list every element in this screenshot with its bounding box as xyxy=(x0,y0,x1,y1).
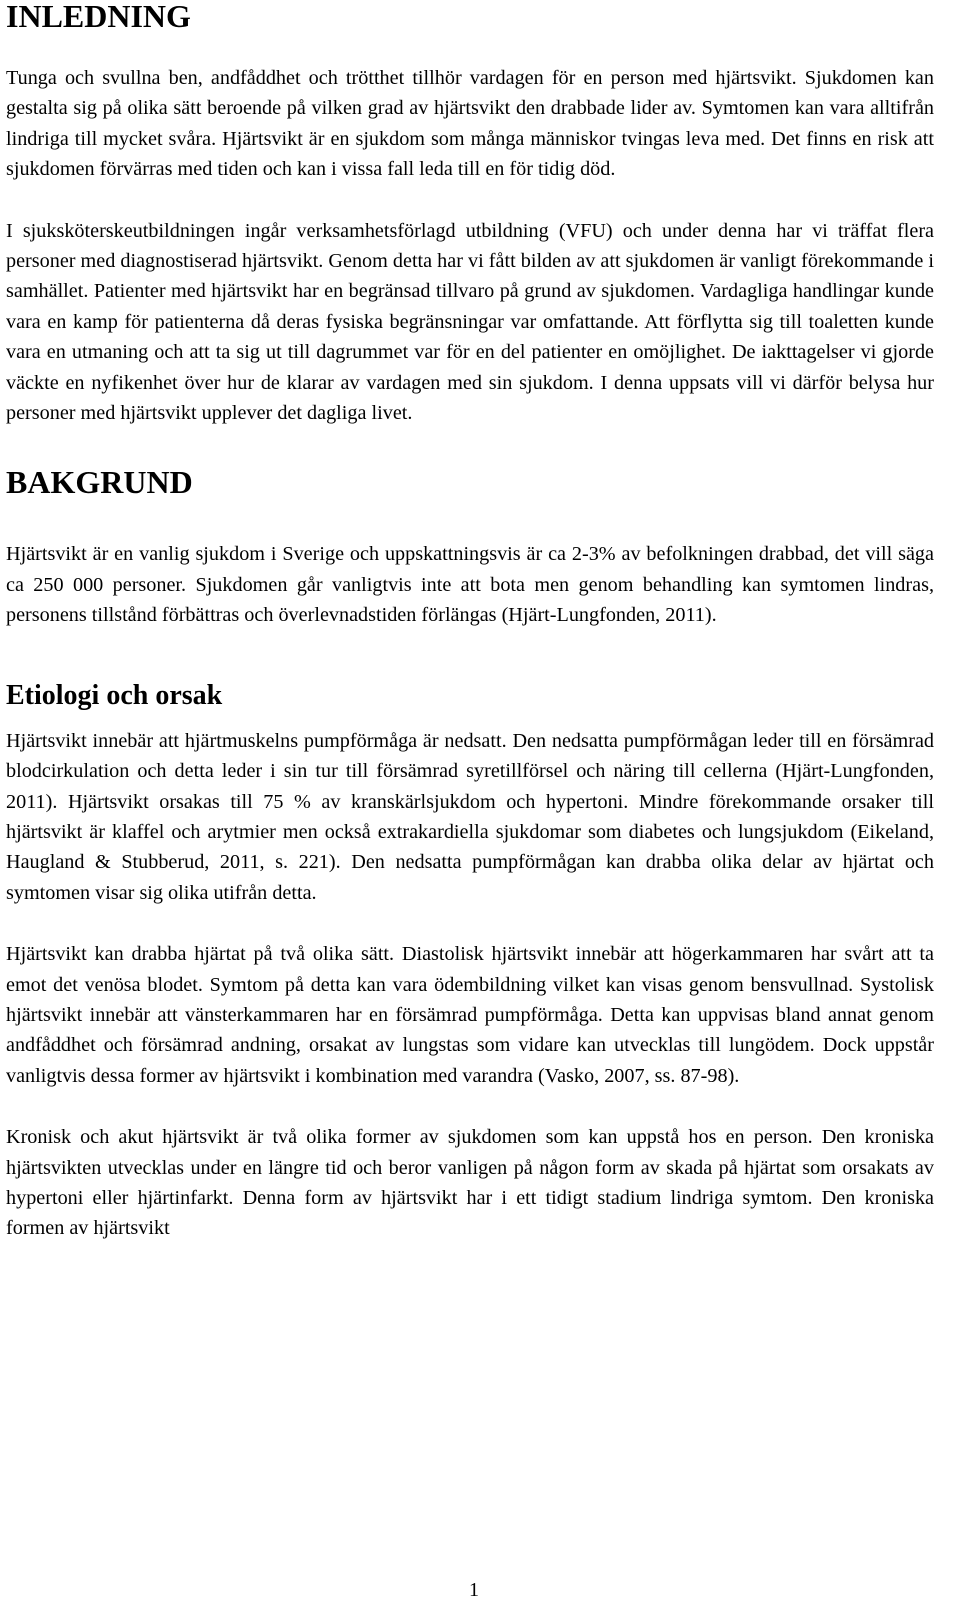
paragraph-inledning-2: I sjuksköterskeutbildningen ingår verksamhetsförlagd utbildning (VFU) och under denna har vi träffat flera personer med diagnostiserad hjärtsvikt. Genom detta har vi fått bilden av att sjukdomen är vanligt förekommande i samhället. Patienter med hjärtsvikt har en begränsad tillvaro på grund av sjukdomen. Vardagliga handlingar kunde vara en kamp för patienterna då deras fysiska begränsningar var omfattande. Att förflytta sig till toaletten kunde vara en utmaning och att ta sig ut till dagrummet var för en del patienter en omöjlighet. De iakttagelser vi gjorde väckte en nyfikenhet över hur de klarar av vardagen med sin sjukdom. I denna uppsats vill vi därför belysa hur personer med hjärtsvikt upplever det dagliga livet. xyxy=(6,219,934,425)
subsection-heading-etiologi: Etiologi och orsak xyxy=(6,679,223,711)
document-page xyxy=(6,0,934,1244)
section-heading-inledning: INLEDNING xyxy=(6,0,191,34)
paragraph-etiologi-2: Hjärtsvikt kan drabba hjärtat på två olika sätt. Diastolisk hjärtsvikt innebär att högerkammaren har svårt att ta emot det venösa blodet. Symtom på detta kan vara ödembildning vilket kan visas genom bensvullnad. Systolisk hjärtsvikt innebär att vänsterkammaren har en försämrad pumpförmåga. Detta kan uppvisas bland annat genom andfåddhet och försämrad andning, orsakat av lungstas som vidare kan utvecklas till lungödem. Dock uppstår vanligtvis dessa former av hjärtsvikt i kombination med varandra (Vasko, 2007, ss. 87-98). xyxy=(6,943,934,1087)
section-heading-bakgrund: BAKGRUND xyxy=(6,464,193,501)
paragraph-etiologi-1: Hjärtsvikt innebär att hjärtmuskelns pumpförmåga är nedsatt. Den nedsatta pumpförmågan leder till en försämrad blodcirkulation och detta leder i sin tur till försämrad syretillförsel och näring till cellerna (Hjärt-Lungfonden, 2011). Hjärtsvikt orsakas till 75 % av kranskärlsjukdom och hypertoni. Mindre förekommande orsaker till hjärtsvikt är klaffel och arytmier men också extrakardiella sjukdomar som diabetes och lungsjukdom (Eikeland, Haugland & Stubberud, 2011, s. 221). Den nedsatta pumpförmågan kan drabba olika delar av hjärtat och symtomen visar sig olika utifrån detta. xyxy=(6,729,934,904)
paragraph-inledning-1: Tunga och svullna ben, andfåddhet och trötthet tillhör vardagen för en person med hjärtsvikt. Sjukdomen kan gestalta sig på olika sätt beroende på vilken grad av hjärtsvikt den drabbade lider av. Symtomen kan vara alltifrån lindriga till mycket svåra. Hjärtsvikt är en sjukdom som många människor tvingas leva med. Det finns en risk att sjukdomen förvärras med tiden och kan i vissa fall leda till en för tidig död. xyxy=(6,67,934,181)
page-number: 1 xyxy=(469,1579,479,1601)
paragraph-bakgrund-1: Hjärtsvikt är en vanlig sjukdom i Sverige och uppskattningsvis är ca 2-3% av befolkningen drabbad, det vill säga ca 250 000 personer. Sjukdomen går vanligtvis inte att bota men genom behandling kan symtomen lindras, personens tillstånd förbättras och överlevnadstiden förlängas (Hjärt-Lungfonden, 2011). xyxy=(6,543,934,627)
paragraph-etiologi-3: Kronisk och akut hjärtsvikt är två olika former av sjukdomen som kan uppstå hos en person. Den kroniska hjärtsvikten utvecklas under en längre tid och beror vanligen på någon form av skada på hjärtat som orsakats av hypertoni eller hjärtinfarkt. Denna form av hjärtsvikt har i ett tidigt stadium lindriga symtom. Den kroniska formen av hjärtsvikt xyxy=(6,1126,934,1240)
